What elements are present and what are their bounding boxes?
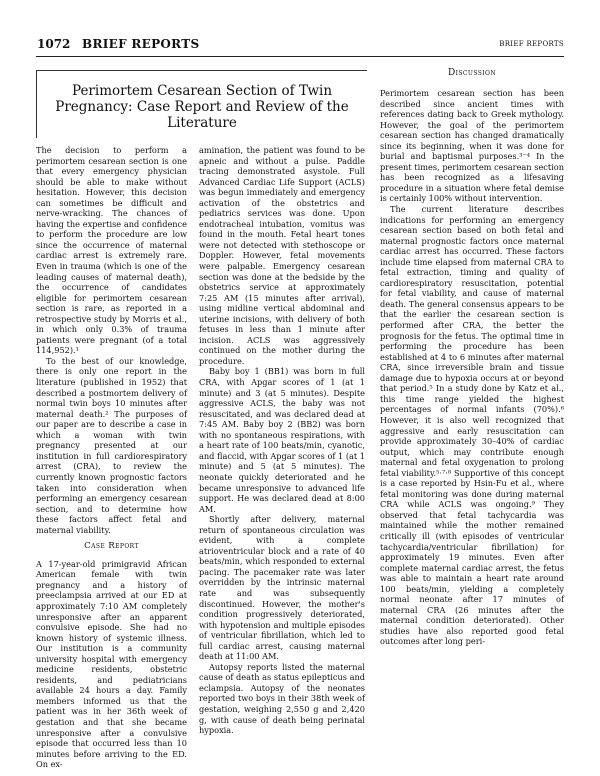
header-rule: [36, 56, 564, 57]
running-header-right: BRIEF REPORTS: [499, 40, 564, 48]
column-middle: [199, 145, 365, 763]
column-left: [36, 145, 187, 770]
paragraph-purpose: To the best of our knowledge, there is only one report in the literature (published in 1952) that described a postmortem delivery of normal twin boys 10 minutes after maternal death.² The purposes of our paper are to describe a case in which a woman with twin pregnancy presented at our institution in full cardiorespiratory arrest (CRA), to review the currently known prognostic factors taken into consideration when performing an emergency cesarean section, and to determine how these factors affect fetal and maternal viability.: [36, 355, 187, 535]
paragraph-examination: amination, the patient was found to be apneic and without a pulse. Paddle tracing demonstrated asystole. Full Advanced Cardiac Life Support (ACLS) was begun immediately and emergency activation of the obstetrics and pediatrics services was done. Upon endotracheal intubation, vomitus was found in the mouth. Fetal heart tones were not detected with stethoscope or Doppler. However, fetal movements were palpable. Emergency cesarean section was done at the bedside by the obstetrics service at approximately 7:25 AM (15 minutes after arrival), using midline vertical abdominal and uterine incisions, with delivery of both fetuses in less than 1 minute after incision. ACLS was aggressively continued on the mother during the procedure.: [199, 145, 365, 366]
page-number: 1072: [37, 37, 71, 51]
column-right: [380, 88, 564, 763]
paragraph-intro: The decision to perform a perimortem cesarean section is one that every emergency physician should be able to make without hesitation. However, this decision can sometimes be difficult and nerve-wracking. The chances of having the expertise and confidence to perform the procedure are low since the occurrence of maternal cardiac arrest is extremely rare. Even in trauma (which is one of the leading causes of maternal death), the occurrence of candidates eligible for perimortem cesarean section is rare, as reported in a retrospective study by Morris et al., in which only 0.3% of trauma patients were pregnant (of a total 114,952).¹: [36, 145, 187, 356]
paragraph-maternal-course: Shortly after delivery, maternal return of spontaneous circulation was evident, with a complete atrioventricular block and a rate of 40 beats/min, which responded to external pacing. The pacemaker rate was later overridden by the intrinsic maternal rate and was subsequently discontinued. However, the mother's condition progressively deteriorated, with hypotension and multiple episodes of ventricular fibrillation, which led to full cardiac arrest, causing maternal death at 11:00 AM.: [199, 514, 365, 662]
paragraph-history: Perimortem cesarean section has been described since ancient times with references dating back to Greek mythology. However, the goal of the perimortem cesarean section has changed dramatically since its beginning, when it was done for burial and baptismal purposes.³⁻⁴ In the present times, perimortem cesarean section has been recognized as a lifesaving procedure in a situation where fetal demise is certainly 100% without intervention.: [380, 88, 564, 204]
article-title: Perimortem Cesarean Section of Twin Pregnancy: Case Report and Review of the Literature: [55, 83, 349, 131]
running-header-left: BRIEF REPORTS: [82, 37, 200, 51]
paragraph-neonates: Baby boy 1 (BB1) was born in full CRA, with Apgar scores of 1 (at 1 minute) and 3 (at 5 minutes). Despite aggressive ACLS, the baby was not resuscitated, and was declared dead at 7:45 AM. Baby boy 2 (BB2) was born with no spontaneous respirations, with a heart rate of 100 beats/min, cyanotic, and flaccid, with Apgar scores of 1 (at 1 minute) and 5 (at 5 minutes). The neonate quickly deteriorated and he became unresponsive to advanced life support. He was declared dead at 8:00 AM.: [199, 366, 365, 514]
paragraph-autopsy: Autopsy reports listed the maternal cause of death as status epilepticus and eclampsia. Autopsy of the neonates reported two boys in their 38th week of gestation, weighing 2,550 g and 2,420 g, with cause of death being perinatal hypoxia.: [199, 661, 365, 736]
case-report-heading: Case Report: [84, 541, 139, 552]
paragraph-prognostic-factors: The current literature describes indications for performing an emergency cesarean section based on both fetal and maternal prognostic factors once maternal cardiac arrest has occurred. These factors include time elapsed from maternal CRA to fetal extraction, timing and quality of cardiorespiratory resuscitation, potential for fetal viability, and cause of maternal death. The general consensus appears to be that the earlier the cesarean section is performed after CRA, the better the prognosis for the fetus. The optimal time in performing the procedure has been established at 4 to 6 minutes after maternal CRA, since irreversible brain and tissue damage due to hypoxia occurs at or beyond that period.⁵ In a study done by Katz et al., this time range yielded the highest percentages of normal infants (70%).⁶ However, it is also well recognized that aggressive and early resuscitation can provide approximately 30–40% of cardiac output, which may contribute enough maternal and fetal oxygenation to prolong fetal viability.⁵·⁷·⁸ Supportive of this concept is a case reported by Hsin-Fu et al., where fetal monitoring was done during maternal CRA while ACLS was ongoing.⁹ They observed that fetal tachycardia was maintained while the mother remained critically ill (with episodes of ventricular tachycardia/ventricular fibrillation) for approximately 19 minutes. Even after complete maternal cardiac arrest, the fetus was able to maintain a heart rate around 100 beats/min, yielding a completely normal neonate after 17 minutes of maternal CRA (26 minutes after the maternal condition deteriorated). Other studies have also reported good fetal outcomes after long peri-: [380, 204, 564, 647]
discussion-heading: Discussion: [448, 68, 496, 78]
paragraph-case-presentation: A 17-year-old primigravid African American female with twin pregnancy and a history of preeclampsia arrived at our ED at approximately 7:10 AM completely unresponsive after an apparent convulsive episode. She had no known history of systemic illness. Our institution is a community university hospital with emergency medicine residents, obstetric residents, and pediatricians available 24 hours a day. Family members informed us that the patient was in her 36th week of gestation and that she became unresponsive after a convulsive episode that occurred less than 10 minutes before arriving to the ED. On ex-: [36, 558, 187, 770]
title-box: [36, 70, 367, 138]
